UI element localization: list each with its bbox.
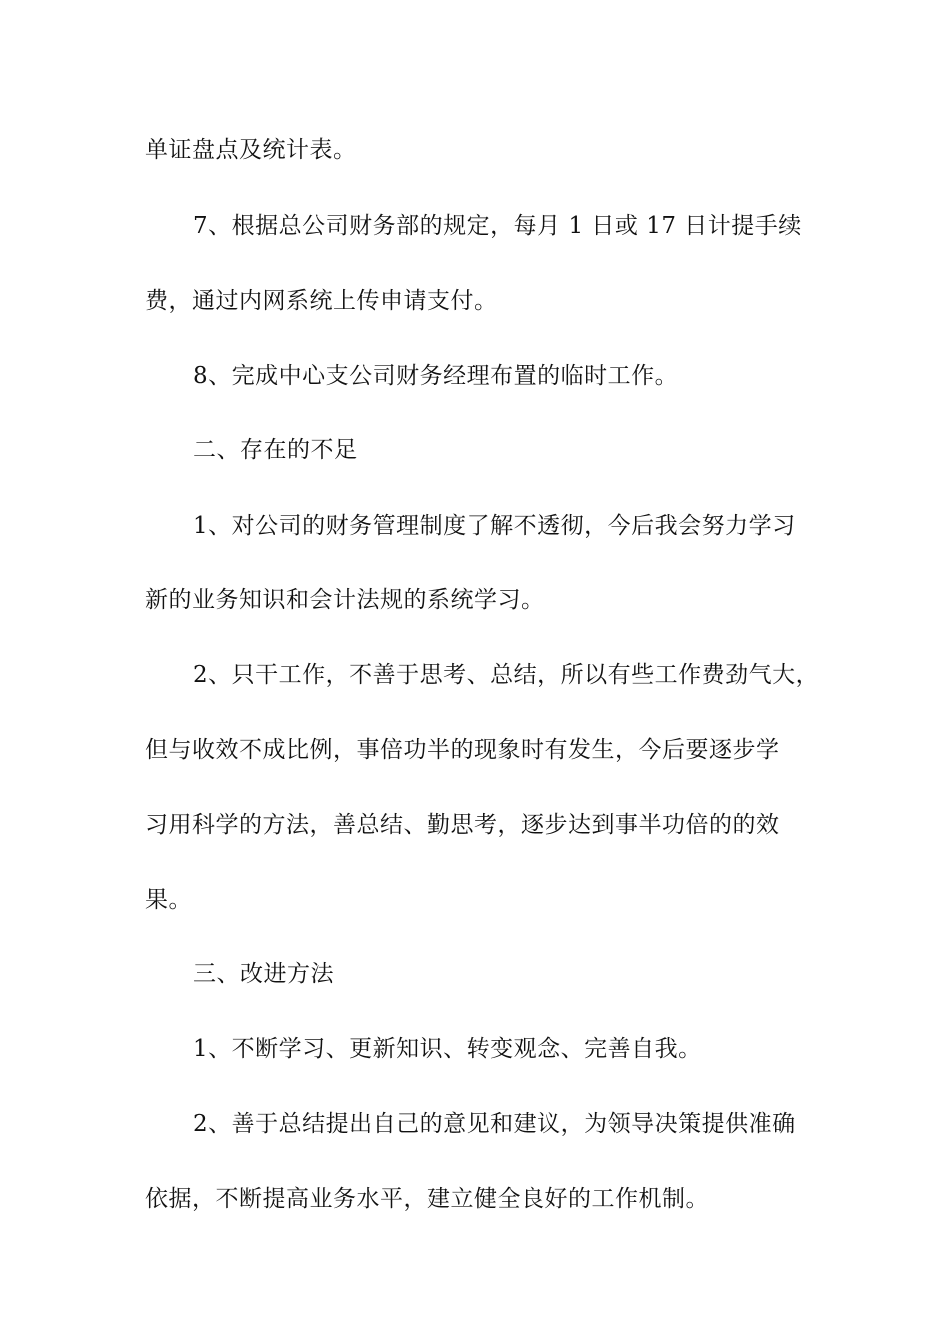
- list-item-2: 2、善于总结提出自己的意见和建议，为领导决策提供准确: [193, 1111, 796, 1137]
- body-text-line: 果。: [145, 887, 192, 913]
- section-heading-shortcomings: 二、存在的不足: [193, 437, 358, 463]
- body-text-line: 习用科学的方法，善总结、勤思考，逐步达到事半功倍的的效: [145, 812, 780, 838]
- section-heading-improvements: 三、改进方法: [193, 961, 334, 987]
- body-text-line: 依据，不断提高业务水平，建立健全良好的工作机制。: [145, 1186, 709, 1212]
- list-item-1: 1、不断学习、更新知识、转变观念、完善自我。: [193, 1036, 702, 1062]
- body-text-line: 但与收效不成比例，事倍功半的现象时有发生，今后要逐步学: [145, 737, 780, 763]
- list-item-2: 2、只干工作，不善于思考、总结，所以有些工作费劲气大，: [193, 662, 820, 688]
- list-item-7: 7、根据总公司财务部的规定，每月 1 日或 17 日计提手续: [193, 213, 802, 239]
- body-text-line: 单证盘点及统计表。: [145, 137, 357, 163]
- list-item-8: 8、完成中心支公司财务经理布置的临时工作。: [193, 363, 679, 389]
- body-text-line: 新的业务知识和会计法规的系统学习。: [145, 587, 545, 613]
- list-item-1: 1、对公司的财务管理制度了解不透彻，今后我会努力学习: [193, 513, 796, 539]
- body-text-line: 费，通过内网系统上传申请支付。: [145, 288, 498, 314]
